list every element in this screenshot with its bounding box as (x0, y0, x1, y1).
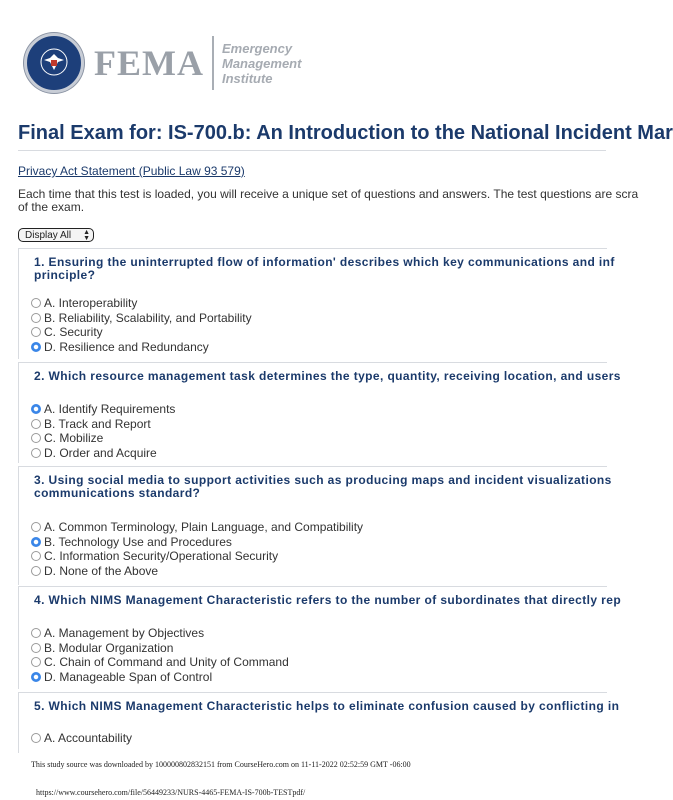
title-divider (18, 150, 606, 151)
answer-option[interactable]: A. Management by Objectives (31, 626, 289, 641)
radio-button[interactable] (31, 551, 41, 561)
intro-text: Each time that this test is loaded, you will receive a unique set of questions and answers. The test questions are scra of the exam. (18, 187, 639, 214)
question-text: 2. Which resource management task determines the type, quantity, receiving location, and users (34, 369, 621, 383)
answer-option[interactable]: D. None of the Above (31, 564, 363, 579)
question-block-2 (18, 362, 621, 463)
radio-button-selected[interactable] (31, 404, 41, 414)
answer-option[interactable]: C. Mobilize (31, 431, 175, 446)
download-note: This study source was downloaded by 100000802832151 from CourseHero.com on 11-11-2022 02:52:59 GMT -06:00 (31, 760, 411, 769)
radio-button[interactable] (31, 433, 41, 443)
question-text: 1. Ensuring the uninterrupted flow of information' describes which key communications and inf principle? (34, 255, 615, 282)
question-block-1 (18, 248, 615, 359)
answer-option[interactable]: B. Reliability, Scalability, and Portability (31, 311, 252, 326)
radio-button-selected[interactable] (31, 537, 41, 547)
answer-option[interactable]: D. Manageable Span of Control (31, 670, 289, 685)
fema-wordmark: FEMA (94, 43, 204, 83)
answer-option[interactable]: C. Chain of Command and Unity of Command (31, 655, 289, 670)
question-text: 5. Which NIMS Management Characteristic helps to eliminate confusion caused by conflicting in (34, 699, 620, 713)
emi-wordmark: Emergency Management Institute (221, 40, 302, 86)
privacy-act-link[interactable]: Privacy Act Statement (Public Law 93 579) (18, 164, 245, 178)
radio-button-selected[interactable] (31, 342, 41, 352)
radio-button[interactable] (31, 733, 41, 743)
source-url: https://www.coursehero.com/file/56449233/NURS-4465-FEMA-IS-700b-TESTpdf/ (36, 788, 306, 797)
answer-option[interactable]: A. Identify Requirements (31, 402, 175, 417)
radio-button-selected[interactable] (31, 672, 41, 682)
radio-button[interactable] (31, 448, 41, 458)
question-block-4 (18, 586, 622, 689)
question-text: 4. Which NIMS Management Characteristic refers to the number of subordinates that directly rep (34, 593, 622, 607)
answer-option[interactable]: A. Common Terminology, Plain Language, and Compatibility (31, 520, 363, 535)
radio-button[interactable] (31, 327, 41, 337)
radio-button[interactable] (31, 628, 41, 638)
answer-option[interactable]: C. Information Security/Operational Security (31, 549, 363, 564)
radio-button[interactable] (31, 419, 41, 429)
answer-option[interactable]: A. Interoperability (31, 296, 252, 311)
answer-option[interactable]: B. Track and Report (31, 417, 175, 432)
radio-button[interactable] (31, 566, 41, 576)
radio-button[interactable] (31, 298, 41, 308)
radio-button[interactable] (31, 313, 41, 323)
dhs-seal-icon (24, 33, 84, 93)
question-block-5 (18, 692, 620, 753)
answer-option[interactable]: A. Accountability (31, 731, 132, 746)
radio-button[interactable] (31, 643, 41, 653)
radio-button[interactable] (31, 522, 41, 532)
page-title: Final Exam for: IS-700.b: An Introduction to the National Incident Mar (18, 122, 673, 144)
answer-option[interactable]: B. Modular Organization (31, 641, 289, 656)
display-mode-select[interactable]: Display All ▲ ▼ (18, 228, 94, 242)
question-text: 3. Using social media to support activities such as producing maps and incident visualizations communications standard? (34, 473, 612, 500)
select-arrows-icon: ▲ ▼ (83, 229, 90, 242)
answer-option[interactable]: C. Security (31, 325, 252, 340)
question-block-3 (18, 466, 612, 585)
answer-option[interactable]: D. Resilience and Redundancy (31, 340, 252, 355)
fema-emi-logo (24, 32, 301, 94)
answer-option[interactable]: B. Technology Use and Procedures (31, 535, 363, 550)
radio-button[interactable] (31, 657, 41, 667)
logo-divider (212, 36, 214, 90)
answer-option[interactable]: D. Order and Acquire (31, 446, 175, 461)
